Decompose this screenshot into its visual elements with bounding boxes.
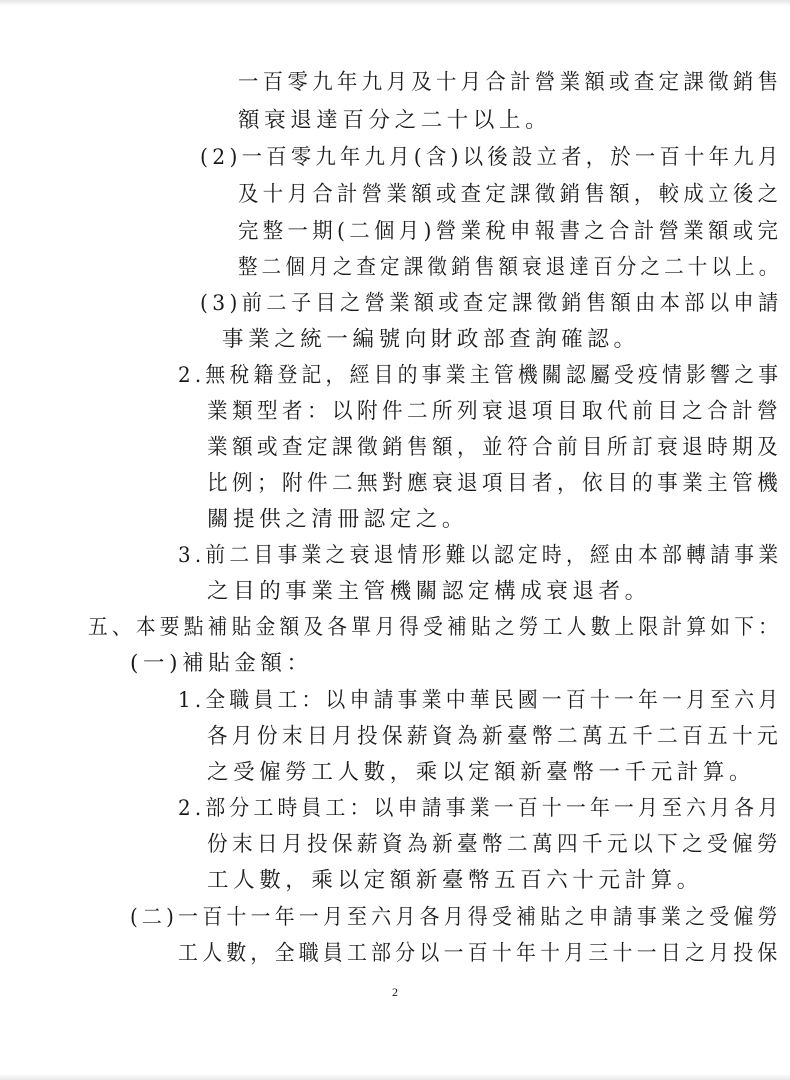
subsection-heading: (二)一百十一年一月至六月各月得受補貼之申請事業之受僱勞 — [130, 905, 782, 930]
scan-bottom-edge — [0, 1074, 790, 1080]
text-line: 整二個月之查定課徵銷售額衰退達百分之二十以上。 — [238, 255, 783, 280]
text-line: 工人數，乘以定額新臺幣五百六十元計算。 — [207, 868, 703, 893]
subsection-heading: (一)補貼金額： — [130, 651, 313, 676]
text-line: 額衰退達百分之二十以上。 — [238, 108, 552, 133]
text-line: 1.全職員工：以申請事業中華民國一百十一年一月至六月 — [178, 688, 783, 713]
text-line: 2.無稅籍登記，經目的事業主管機關認屬受疫情影響之事 — [178, 363, 783, 388]
text-line: 及十月合計營業額或查定課徵銷售額，較成立後之 — [238, 182, 783, 207]
text-line: 份末日月投保薪資為新臺幣二萬四千元以下之受僱勞 — [207, 832, 783, 857]
text-line: 工人數，全職員工部分以一百十年十月三十一日之月投保 — [178, 941, 782, 966]
text-line: 一百零九年九月及十月合計營業額或查定課徵銷售 — [238, 70, 783, 95]
text-line: (2)一百零九年九月(含)以後設立者，於一百十年九月 — [200, 145, 783, 170]
page-number: 2 — [392, 985, 398, 999]
text-line: 事業之統一編號向財政部查詢確認。 — [222, 327, 640, 352]
text-line: 完整一期(二個月)營業稅申報書之合計營業額或完 — [238, 219, 783, 244]
text-line: 2.部分工時員工：以申請事業一百十一年一月至六月各月 — [178, 796, 783, 821]
text-line: 比例；附件二無對應衰退項目者，依目的事業主管機 — [207, 471, 783, 496]
text-line: 業額或查定課徵銷售額，並符合前目所訂衰退時期及 — [207, 435, 783, 460]
text-line: 之目的事業主管機關認定構成衰退者。 — [207, 579, 651, 604]
text-line: 之受僱勞工人數，乘以定額新臺幣一千元計算。 — [207, 760, 756, 785]
text-line: 3.前二目事業之衰退情形難以認定時，經由本部轉請事業 — [178, 543, 783, 568]
text-line: 業類型者：以附件二所列衰退項目取代前目之合計營 — [207, 399, 783, 424]
scan-top-edge — [0, 0, 790, 6]
text-line: 各月份末日月投保薪資為新臺幣二萬五千二百五十元 — [207, 724, 783, 749]
text-line: 關提供之清冊認定之。 — [207, 507, 469, 532]
text-line: (3)前二子目之營業額或查定課徵銷售額由本部以申請 — [200, 291, 783, 316]
section-heading: 五、本要點補貼金額及各單月得受補貼之勞工人數上限計算如下： — [88, 615, 783, 640]
